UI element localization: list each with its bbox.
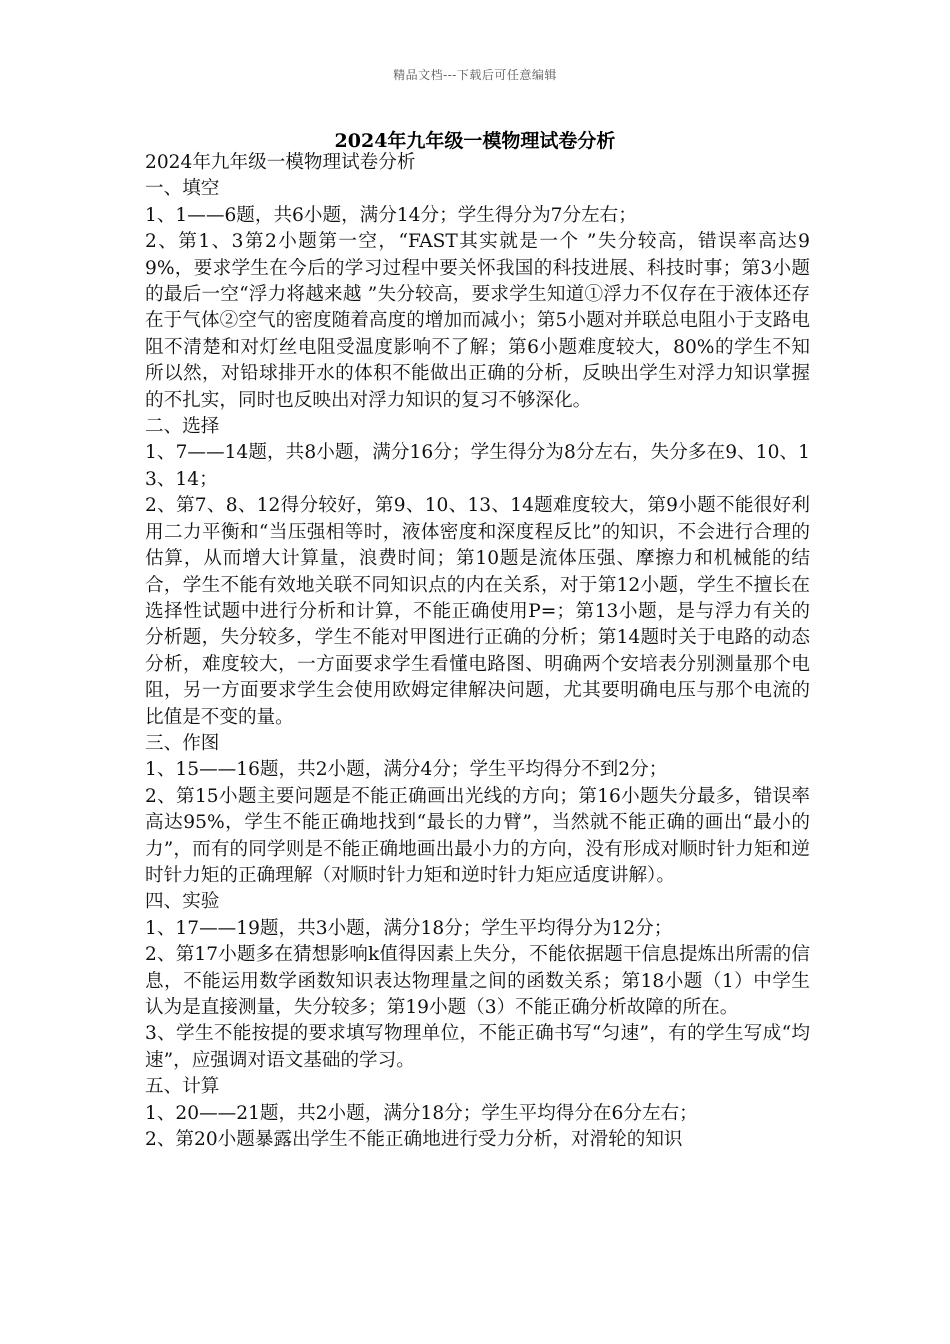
section-heading-experiment: 四、实验 xyxy=(145,891,220,913)
paragraph: 1、20——21题，共2小题，满分18分；学生平均得分在6分左右； xyxy=(145,1102,698,1124)
section-heading-choice: 二、选择 xyxy=(145,416,220,438)
paragraph: 1、15——16题，共2小题，满分4分；学生平均得分不到2分； xyxy=(145,759,668,781)
paragraph: 1、7——14题，共8小题，满分16分；学生得分为8分左右，失分多在9、10、13、14； xyxy=(145,442,810,490)
document-title: 2024年九年级一模物理试卷分析 xyxy=(334,130,616,152)
section-heading-drawing: 三、作图 xyxy=(145,732,220,754)
paragraph: 1、1——6题，共6小题，满分14分；学生得分为7分左右； xyxy=(145,204,637,226)
section-heading-fill-in: 一、填空 xyxy=(145,178,220,200)
paragraph: 2、第7、8、12得分较好，第9、10、13、14题难度较大，第9小题不能很好利用二力平衡和“当压强相等时，液体密度和深度程反比”的知识，不会进行合理的估算，从而增大计算量，浪费时间；第10题是流体压强、摩擦力和机械能的结合，学生不能有效地关联不同知识点的内在关系，对于第12小题，学生不擅长在选择性试题中进行分析和计算，不能正确使用P=；第13小题，是与浮力有关的分析题，失分较多，学生不能对甲图进行正确的分析；第14题时关于电路的动态分析，难度较大，一方面要求学生看懂电路图、明确两个安培表分别测量那个电阻，另一方面要求学生会使用欧姆定律解决问题，尤其要明确电压与那个电流的比值是不变的量。 xyxy=(145,495,810,728)
section-heading-calculation: 五、计算 xyxy=(145,1076,220,1098)
paragraph: 2、第15小题主要问题是不能正确画出光线的方向；第16小题失分最多，错误率高达95%，学生不能正确地找到“最长的力臂”，当然就不能正确的画出“最小的力”，而有的同学则是不能正确地画出最小力的方向，没有形成对顺时针力矩和逆时针力矩的正确理解（对顺时针力矩和逆时针力矩应适度讲解）。 xyxy=(145,785,810,886)
paragraph: 2、第17小题多在猜想影响k值得因素上失分，不能依据题干信息提炼出所需的信息，不能运用数学函数知识表达物理量之间的函数关系；第18小题（1）中学生认为是直接测量，失分较多；第19小题（3）不能正确分析故障的所在。 xyxy=(145,944,810,1018)
document-subtitle: 2024年九年级一模物理试卷分析 xyxy=(145,152,416,173)
paragraph: 3、学生不能按提的要求填写物理单位，不能正确书写“匀速”，有的学生写成“均速”，应强调对语文基础的学习。 xyxy=(145,1023,810,1071)
paragraph: 2、第1、3第2小题第一空，“FAST其实就是一个 ”失分较高，错误率高达99%，要求学生在今后的学习过程中要关怀我国的科技进展、科技时事；第3小题的最后一空“浮力将越来越 ”失分较高，要求学生知道①浮力不仅存在于液体还存在于气体②空气的密度随着高度的增加而减小；第5小题对并联总电阻小于支路电阻不清楚和对灯丝电阻受温度影响不了解；第6小题难度较大，80%的学生不知所以然，对铅球排开水的体积不能做出正确的分析，反映出学生对浮力知识掌握的不扎实，同时也反映出对浮力知识的复习不够深化。 xyxy=(145,231,810,411)
document-body xyxy=(145,150,810,1153)
paragraph: 1、17——19题，共3小题，满分18分；学生平均得分为12分； xyxy=(145,917,673,939)
header-watermark: 精品文档---下载后可任意编辑 xyxy=(393,68,557,82)
paragraph: 2、第20小题暴露出学生不能正确地进行受力分析，对滑轮的知识 xyxy=(145,1129,683,1151)
